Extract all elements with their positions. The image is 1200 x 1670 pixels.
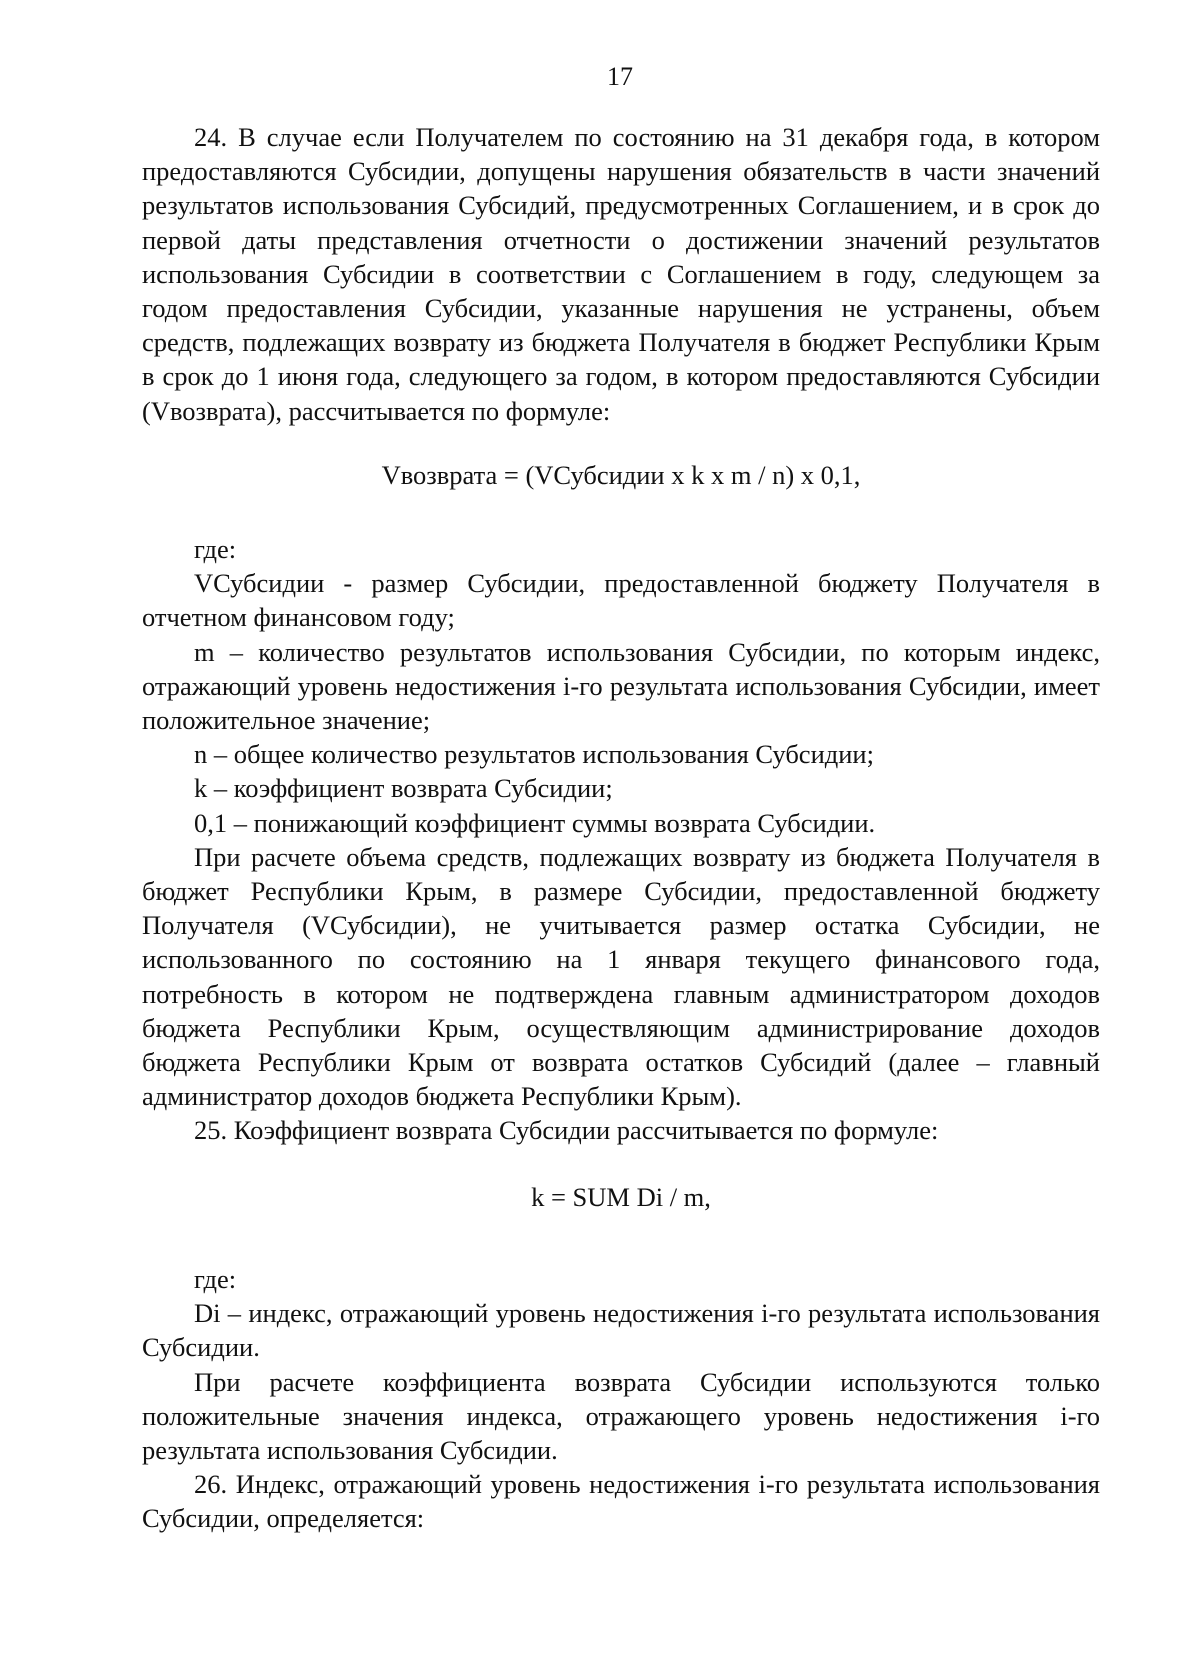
definition-reducing-coefficient: 0,1 – понижающий коэффициент суммы возврата Субсидии.	[194, 807, 876, 838]
where-label: где:	[194, 534, 237, 565]
formula-return-volume: Vвозврата = (VСубсидии x k x m / n) x 0,1,	[381, 459, 861, 490]
formula-return-coefficient: k = SUM Di / m,	[531, 1181, 711, 1212]
page-number: 17	[607, 62, 633, 91]
paragraph-24: 24. В случае если Получателем по состоянию на 31 декабря года, в котором предоставляются Субсидии, допущены нарушения обязательств в части значений результатов использования Субсидий, предусмотренных Соглашением, и в срок до первой даты представления отчетности о достижении значений результатов использования Субсидии в соответствии с Соглашением в году, следующем за годом предоставления Субсидии, указанные нарушения не устранены, объем средств, подлежащих возврату из бюджета Получателя в бюджет Республики Крым в срок до 1 июня года, следующего за годом, в котором предоставляются Субсидии (Vвозврата), рассчитывается по формуле:	[142, 122, 1100, 426]
definition-k: k – коэффициент возврата Субсидии;	[194, 773, 613, 804]
definition-vsubsidii: VСубсидии - размер Субсидии, предоставленной бюджету Получателя в отчетном финансовом году;	[142, 568, 1100, 633]
definition-n: n – общее количество результатов использования Субсидии;	[194, 739, 874, 770]
paragraph-26: 26. Индекс, отражающий уровень недостижения i-го результата использования Субсидии, определяется:	[142, 1469, 1100, 1534]
paragraph-25: 25. Коэффициент возврата Субсидии рассчитывается по формуле:	[194, 1115, 939, 1146]
definition-di: Di – индекс, отражающий уровень недостижения i-го результата использования Субсидии.	[142, 1298, 1100, 1363]
definition-m: m – количество результатов использования Субсидии, по которым индекс, отражающий уровень недостижения i-го результата использования Субсидии, имеет положительное значение;	[142, 636, 1100, 736]
coefficient-note: При расчете коэффициента возврата Субсидии используются только положительные значения индекса, отражающего уровень недостижения i-го результата использования Субсидии.	[142, 1366, 1100, 1465]
calculation-note: При расчете объема средств, подлежащих возврату из бюджета Получателя в бюджет Республики Крым, в размере Субсидии, предоставленной бюджету Получателя (VСубсидии), не учитывается размер остатка Субсидии, не использованного по состоянию на 1 января текущего финансового года, потребность в котором не подтверждена главным администратором доходов бюджета Республики Крым, осуществляющим администрирование доходов бюджета Республики Крым от возврата остатков Субсидий (далее – главный администратор доходов бюджета Республики Крым).	[142, 841, 1100, 1112]
where-label-2: где:	[194, 1263, 237, 1294]
document-body	[142, 120, 1100, 1536]
